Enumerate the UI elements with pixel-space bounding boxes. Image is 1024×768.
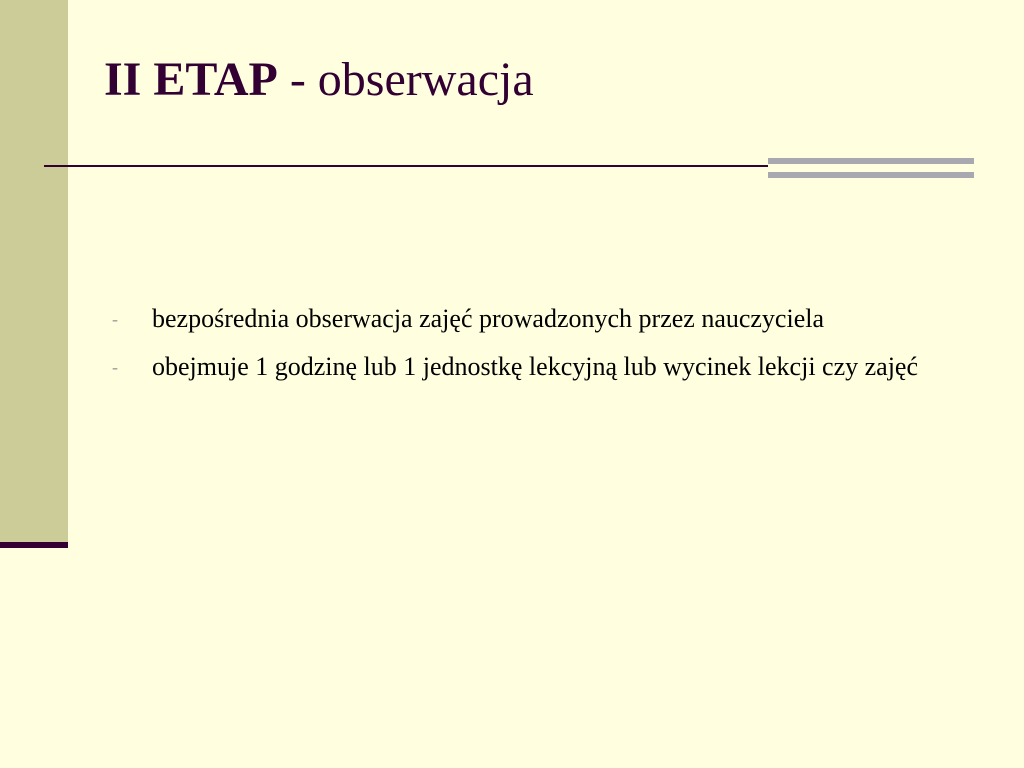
bullet-item — [110, 300, 970, 338]
dash-bullet-icon: - — [112, 357, 118, 377]
bullet-item — [110, 348, 970, 386]
dash-bullet-icon: - — [112, 309, 118, 329]
title-divider-accent — [768, 158, 974, 180]
title-regular-part: - obserwacja — [277, 53, 534, 106]
title-divider-line — [44, 165, 768, 167]
slide-title — [104, 48, 534, 118]
bullet-text: obejmuje 1 godzinę lub 1 jednostkę lekcyjną lub wycinek lekcji czy zajęć — [152, 352, 919, 381]
title-bold-part: II ETAP — [104, 53, 278, 106]
accent-band-gap — [768, 164, 974, 172]
left-bar-underline — [0, 542, 68, 548]
bullet-text: bezpośrednia obserwacja zajęć prowadzonych przez nauczyciela — [152, 304, 825, 333]
bullet-list — [110, 300, 970, 396]
accent-band-bottom — [768, 172, 974, 178]
left-decorative-bar — [0, 0, 68, 544]
